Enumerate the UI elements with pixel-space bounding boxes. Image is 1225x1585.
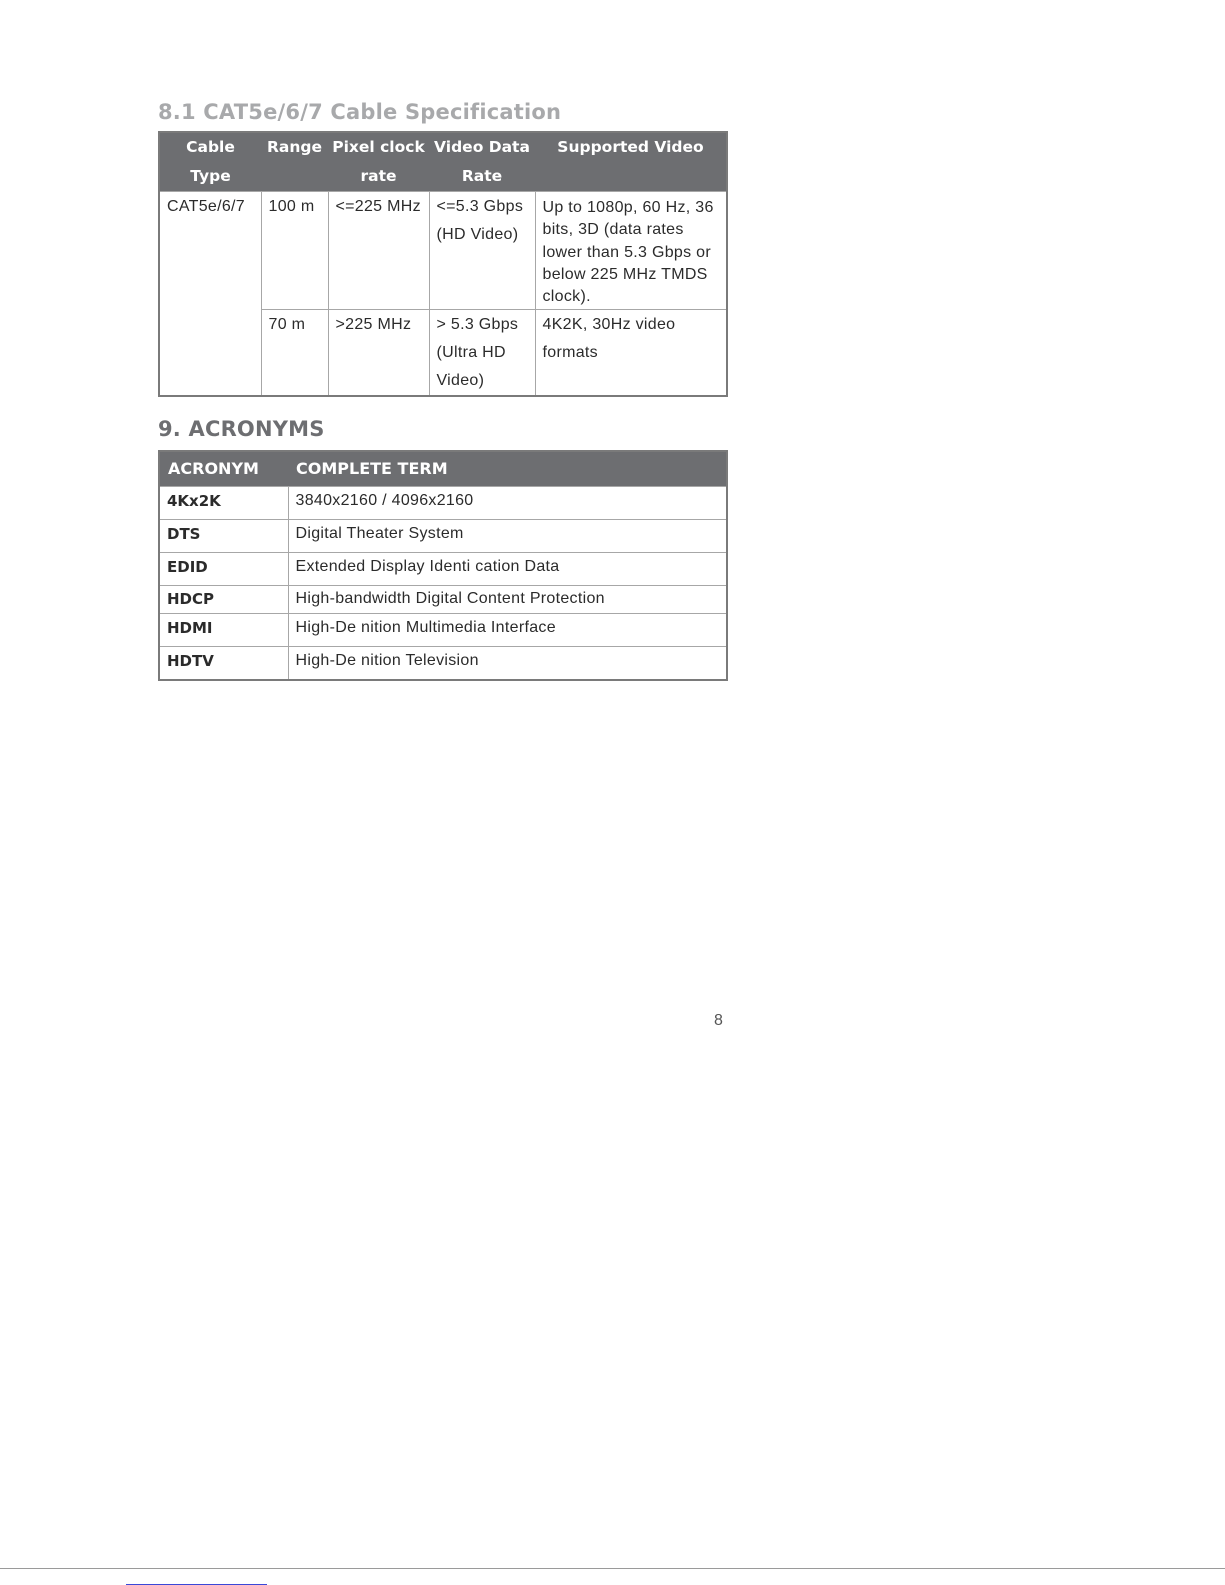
column-header: Supported Video xyxy=(535,132,727,192)
data-rate-cell: <=5.3 Gbps (HD Video) xyxy=(429,192,535,310)
supported-video-cell: Up to 1080p, 60 Hz, 36 bits, 3D (data rates lower than 5.3 Gbps or below 225 MHz TMDS clock). xyxy=(535,192,727,310)
range-cell: 70 m xyxy=(261,310,328,397)
cable-spec-table xyxy=(158,131,728,397)
acronym-cell: HDCP xyxy=(159,586,288,614)
table-row xyxy=(159,586,727,614)
table-row xyxy=(159,553,727,586)
cable-spec-heading: 8.1 CAT5e/6/7 Cable Specification xyxy=(158,100,562,124)
data-rate-cell: > 5.3 Gbps (Ultra HD Video) xyxy=(429,310,535,397)
page-number: 8 xyxy=(714,1012,723,1029)
pixel-clock-cell: <=225 MHz xyxy=(328,192,429,310)
term-cell: High-De nition Multimedia Interface xyxy=(288,614,727,647)
column-header: Range xyxy=(261,132,328,192)
acronyms-table xyxy=(158,450,728,681)
acronym-cell: HDMI xyxy=(159,614,288,647)
term-cell: High-bandwidth Digital Content Protection xyxy=(288,586,727,614)
supported-video-cell: 4K2K, 30Hz video formats xyxy=(535,310,727,397)
acronyms-heading: 9. ACRONYMS xyxy=(158,417,325,441)
term-cell: Extended Display Identi cation Data xyxy=(288,553,727,586)
acronym-cell: HDTV xyxy=(159,647,288,681)
column-header: ACRONYM xyxy=(159,451,288,487)
column-header: COMPLETE TERM xyxy=(288,451,727,487)
column-header: Pixel clock rate xyxy=(328,132,429,192)
column-header: Cable Type xyxy=(159,132,261,192)
table-row xyxy=(159,487,727,520)
table-row xyxy=(159,192,727,310)
footer-divider xyxy=(0,1568,1225,1569)
table-row xyxy=(159,614,727,647)
pixel-clock-cell: >225 MHz xyxy=(328,310,429,397)
acronym-cell: DTS xyxy=(159,520,288,553)
table-header-row xyxy=(159,451,727,487)
term-cell: High-De nition Television xyxy=(288,647,727,681)
term-cell: Digital Theater System xyxy=(288,520,727,553)
cable-type-cell: CAT5e/6/7 xyxy=(159,192,261,397)
column-header: Video Data Rate xyxy=(429,132,535,192)
table-header-row xyxy=(159,132,727,192)
term-cell: 3840x2160 / 4096x2160 xyxy=(288,487,727,520)
acronym-cell: EDID xyxy=(159,553,288,586)
acronym-cell: 4Kx2K xyxy=(159,487,288,520)
table-row xyxy=(159,647,727,681)
range-cell: 100 m xyxy=(261,192,328,310)
table-row xyxy=(159,520,727,553)
